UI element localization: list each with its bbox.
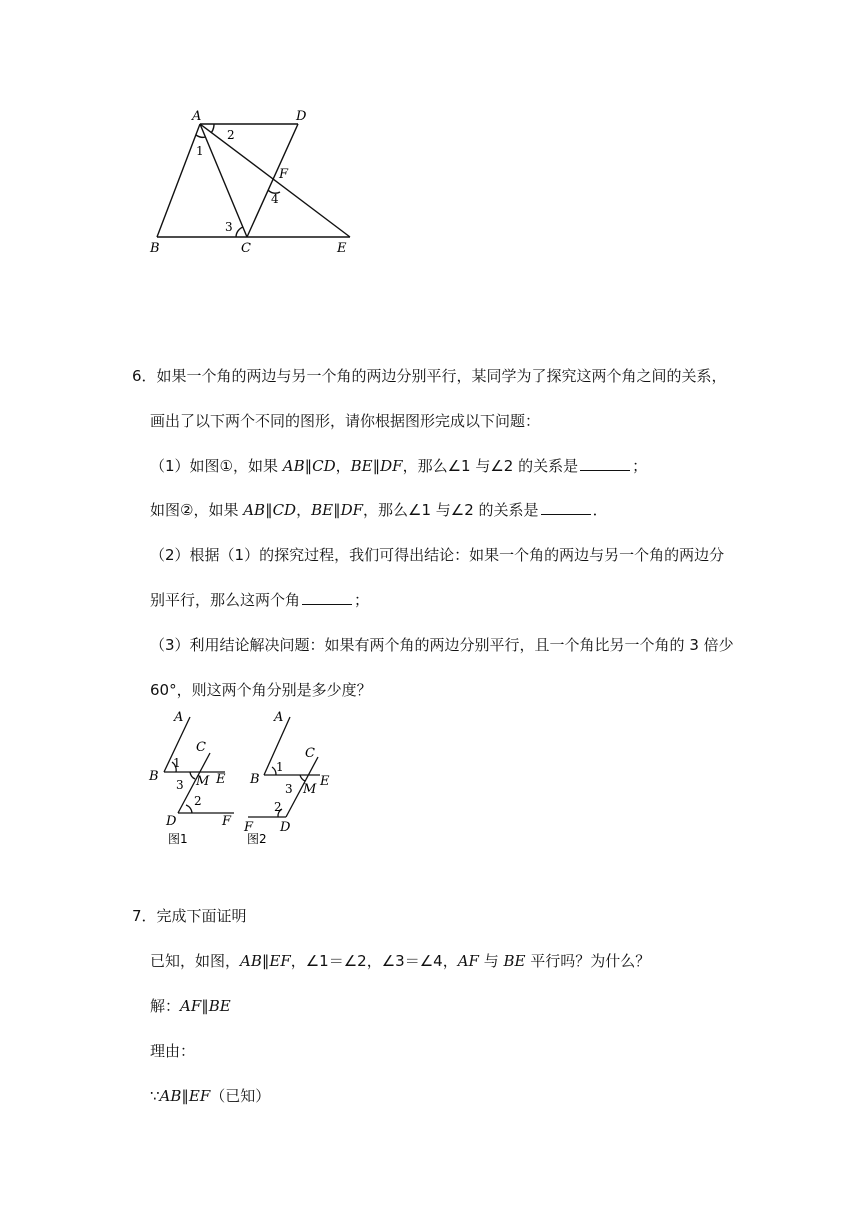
angle-arc-2: [211, 124, 214, 133]
segment-ae: [200, 124, 350, 237]
q7-title: 7．完成下面证明: [132, 907, 247, 925]
q6-part2-line-1: （2）根据（1）的探究过程，我们可得出结论：如果一个角的两边与另一个角的两边分: [150, 546, 725, 564]
angle-label-4: 4: [271, 192, 279, 206]
point-label-e: E: [337, 241, 347, 256]
q7-step-1: ∵AB∥EF（已知）: [150, 1087, 271, 1105]
top-geometry-figure: [140, 100, 360, 260]
point-label-a: A: [192, 109, 202, 124]
angle-label-2: 2: [227, 128, 235, 142]
fig2-angle-2: 2: [274, 800, 282, 814]
point-label-f: F: [279, 167, 289, 182]
q6-part3-line-1: （3）利用结论解决问题：如果有两个角的两边分别平行，且一个角比另一个角的 3 倍少: [150, 636, 734, 654]
fig1-angle-3: 3: [176, 778, 184, 792]
fig1-angle-1: 1: [173, 756, 181, 770]
fig2-angle-1: 1: [276, 760, 284, 774]
fig2-label-f: F: [244, 820, 254, 835]
q6-figures: [140, 705, 340, 850]
fig2-label-m: M: [303, 782, 317, 797]
q7-answer: 解：AF∥BE: [150, 997, 231, 1015]
angle-arc-3: [236, 227, 243, 237]
fig1-label-d: D: [166, 814, 177, 829]
fig1-caption: 图1: [168, 832, 188, 846]
fig1-label-e: E: [216, 772, 226, 787]
q6-part3-line-2: 60°，则这两个角分别是多少度？: [150, 681, 372, 699]
point-label-d: D: [296, 109, 307, 124]
segment-ab: [157, 124, 200, 237]
answer-blank-1[interactable]: [580, 456, 630, 471]
fig2-label-c: C: [305, 746, 315, 761]
q7-given: 已知，如图，AB∥EF，∠1＝∠2，∠3＝∠4，AF 与 BE 平行吗？为什么？: [150, 952, 651, 970]
q6-part2-line-2: 别平行，那么这两个角 ；: [150, 591, 370, 609]
fig2-caption: 图2: [247, 832, 267, 846]
point-label-c: C: [241, 241, 251, 256]
q6-stem-line-2: 画出了以下两个不同的图形，请你根据图形完成以下问题：: [150, 412, 541, 430]
angle-label-1: 1: [196, 144, 204, 158]
fig1-label-a: A: [174, 710, 184, 725]
angle-label-3: 3: [225, 220, 233, 234]
fig1-label-b: B: [149, 769, 159, 784]
q6-stem-line-1: 6．如果一个角的两边与另一个角的两边分别平行，某同学为了探究这两个角之间的关系，: [132, 367, 727, 385]
q7-number: 7．: [132, 907, 157, 925]
segment-dc: [247, 124, 298, 237]
point-label-b: B: [150, 241, 160, 256]
q6-number: 6．: [132, 367, 157, 385]
fig1-label-f: F: [222, 814, 232, 829]
fig2-angle-3: 3: [285, 782, 293, 796]
fig1-angle-2: 2: [194, 794, 202, 808]
q6-part1: （1）如图①，如果 AB∥CD，BE∥DF，那么∠1 与∠2 的关系是 ；: [150, 457, 648, 475]
fig1-label-m: M: [196, 774, 210, 789]
fig1-label-c: C: [196, 740, 206, 755]
fig2-label-b: B: [250, 772, 260, 787]
answer-blank-2[interactable]: [541, 500, 591, 515]
q7-reason: 理由：: [150, 1042, 196, 1060]
answer-blank-3[interactable]: [302, 590, 352, 605]
q6-part1-figure2: 如图②，如果 AB∥CD，BE∥DF，那么∠1 与∠2 的关系是 ．: [150, 501, 608, 519]
fig2-label-d: D: [280, 820, 291, 835]
fig2-label-e: E: [320, 774, 330, 789]
fig2-label-a: A: [274, 710, 284, 725]
figure-2: [248, 717, 320, 817]
